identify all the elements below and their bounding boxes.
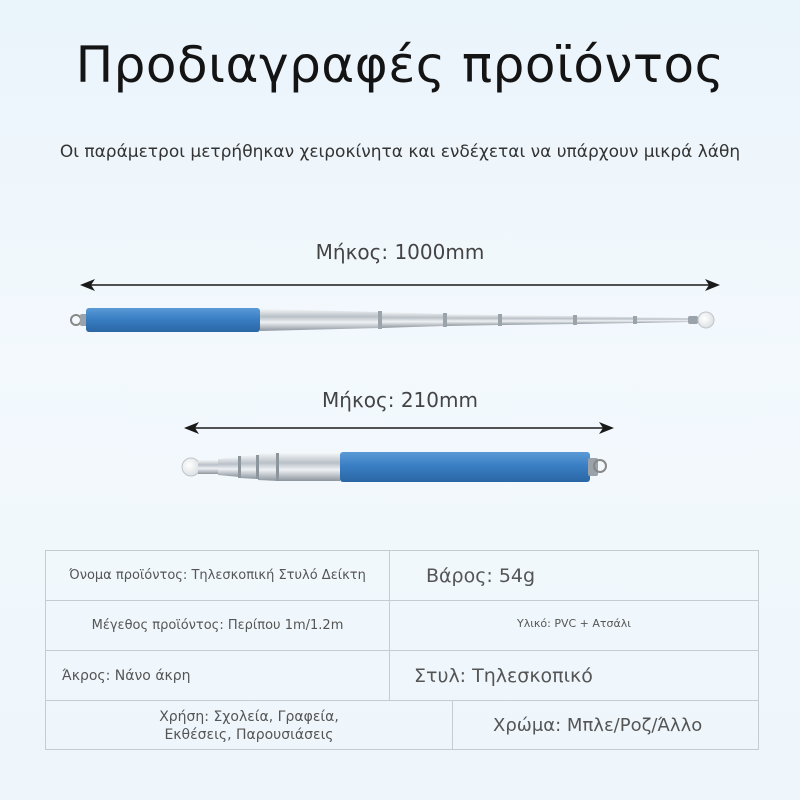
nano-tip xyxy=(698,312,714,328)
spec-table xyxy=(45,550,759,750)
extended-length-label: Μήκος: 1000mm xyxy=(315,240,485,264)
spec-row xyxy=(46,601,758,651)
collapsed-length-label: Μήκος: 210mm xyxy=(322,388,478,412)
page-title: Προδιαγραφές προϊόντος xyxy=(75,36,725,94)
spec-color: Χρώμα: Μπλε/Ροζ/Άλλο xyxy=(452,701,758,750)
spec-row xyxy=(46,551,758,601)
spec-style: Στυλ: Τηλεσκοπικό xyxy=(389,651,758,700)
page-subtitle: Οι παράμετροι μετρήθηκαν χειροκίνητα και ενδέχεται να υπάρχουν μικρά λάθη xyxy=(59,142,741,162)
spec-size: Μέγεθος προϊόντος: Περίπου 1m/1.2m xyxy=(91,618,344,633)
spec-usage: Χρήση: Σχολεία, Γραφεία, Εκθέσεις, Παρουσιάσεις xyxy=(159,708,339,743)
spec-row xyxy=(46,701,758,751)
extended-dimension-arrow xyxy=(80,279,720,291)
extended-pointer xyxy=(71,308,714,332)
collapsed-dimension-arrow xyxy=(184,422,614,434)
collapsed-pointer xyxy=(182,452,606,482)
spec-row xyxy=(46,651,758,701)
pointer-handle xyxy=(86,308,260,332)
spec-product-name: Όνομα προϊόντος: Τηλεσκοπική Στυλό Δείκτη xyxy=(69,568,366,583)
spec-weight: Βάρος: 54g xyxy=(389,551,758,600)
spec-tip: Άκρος: Νάνο άκρη xyxy=(62,667,191,684)
spec-material: Υλικό: PVC + Ατσάλι xyxy=(389,601,758,650)
